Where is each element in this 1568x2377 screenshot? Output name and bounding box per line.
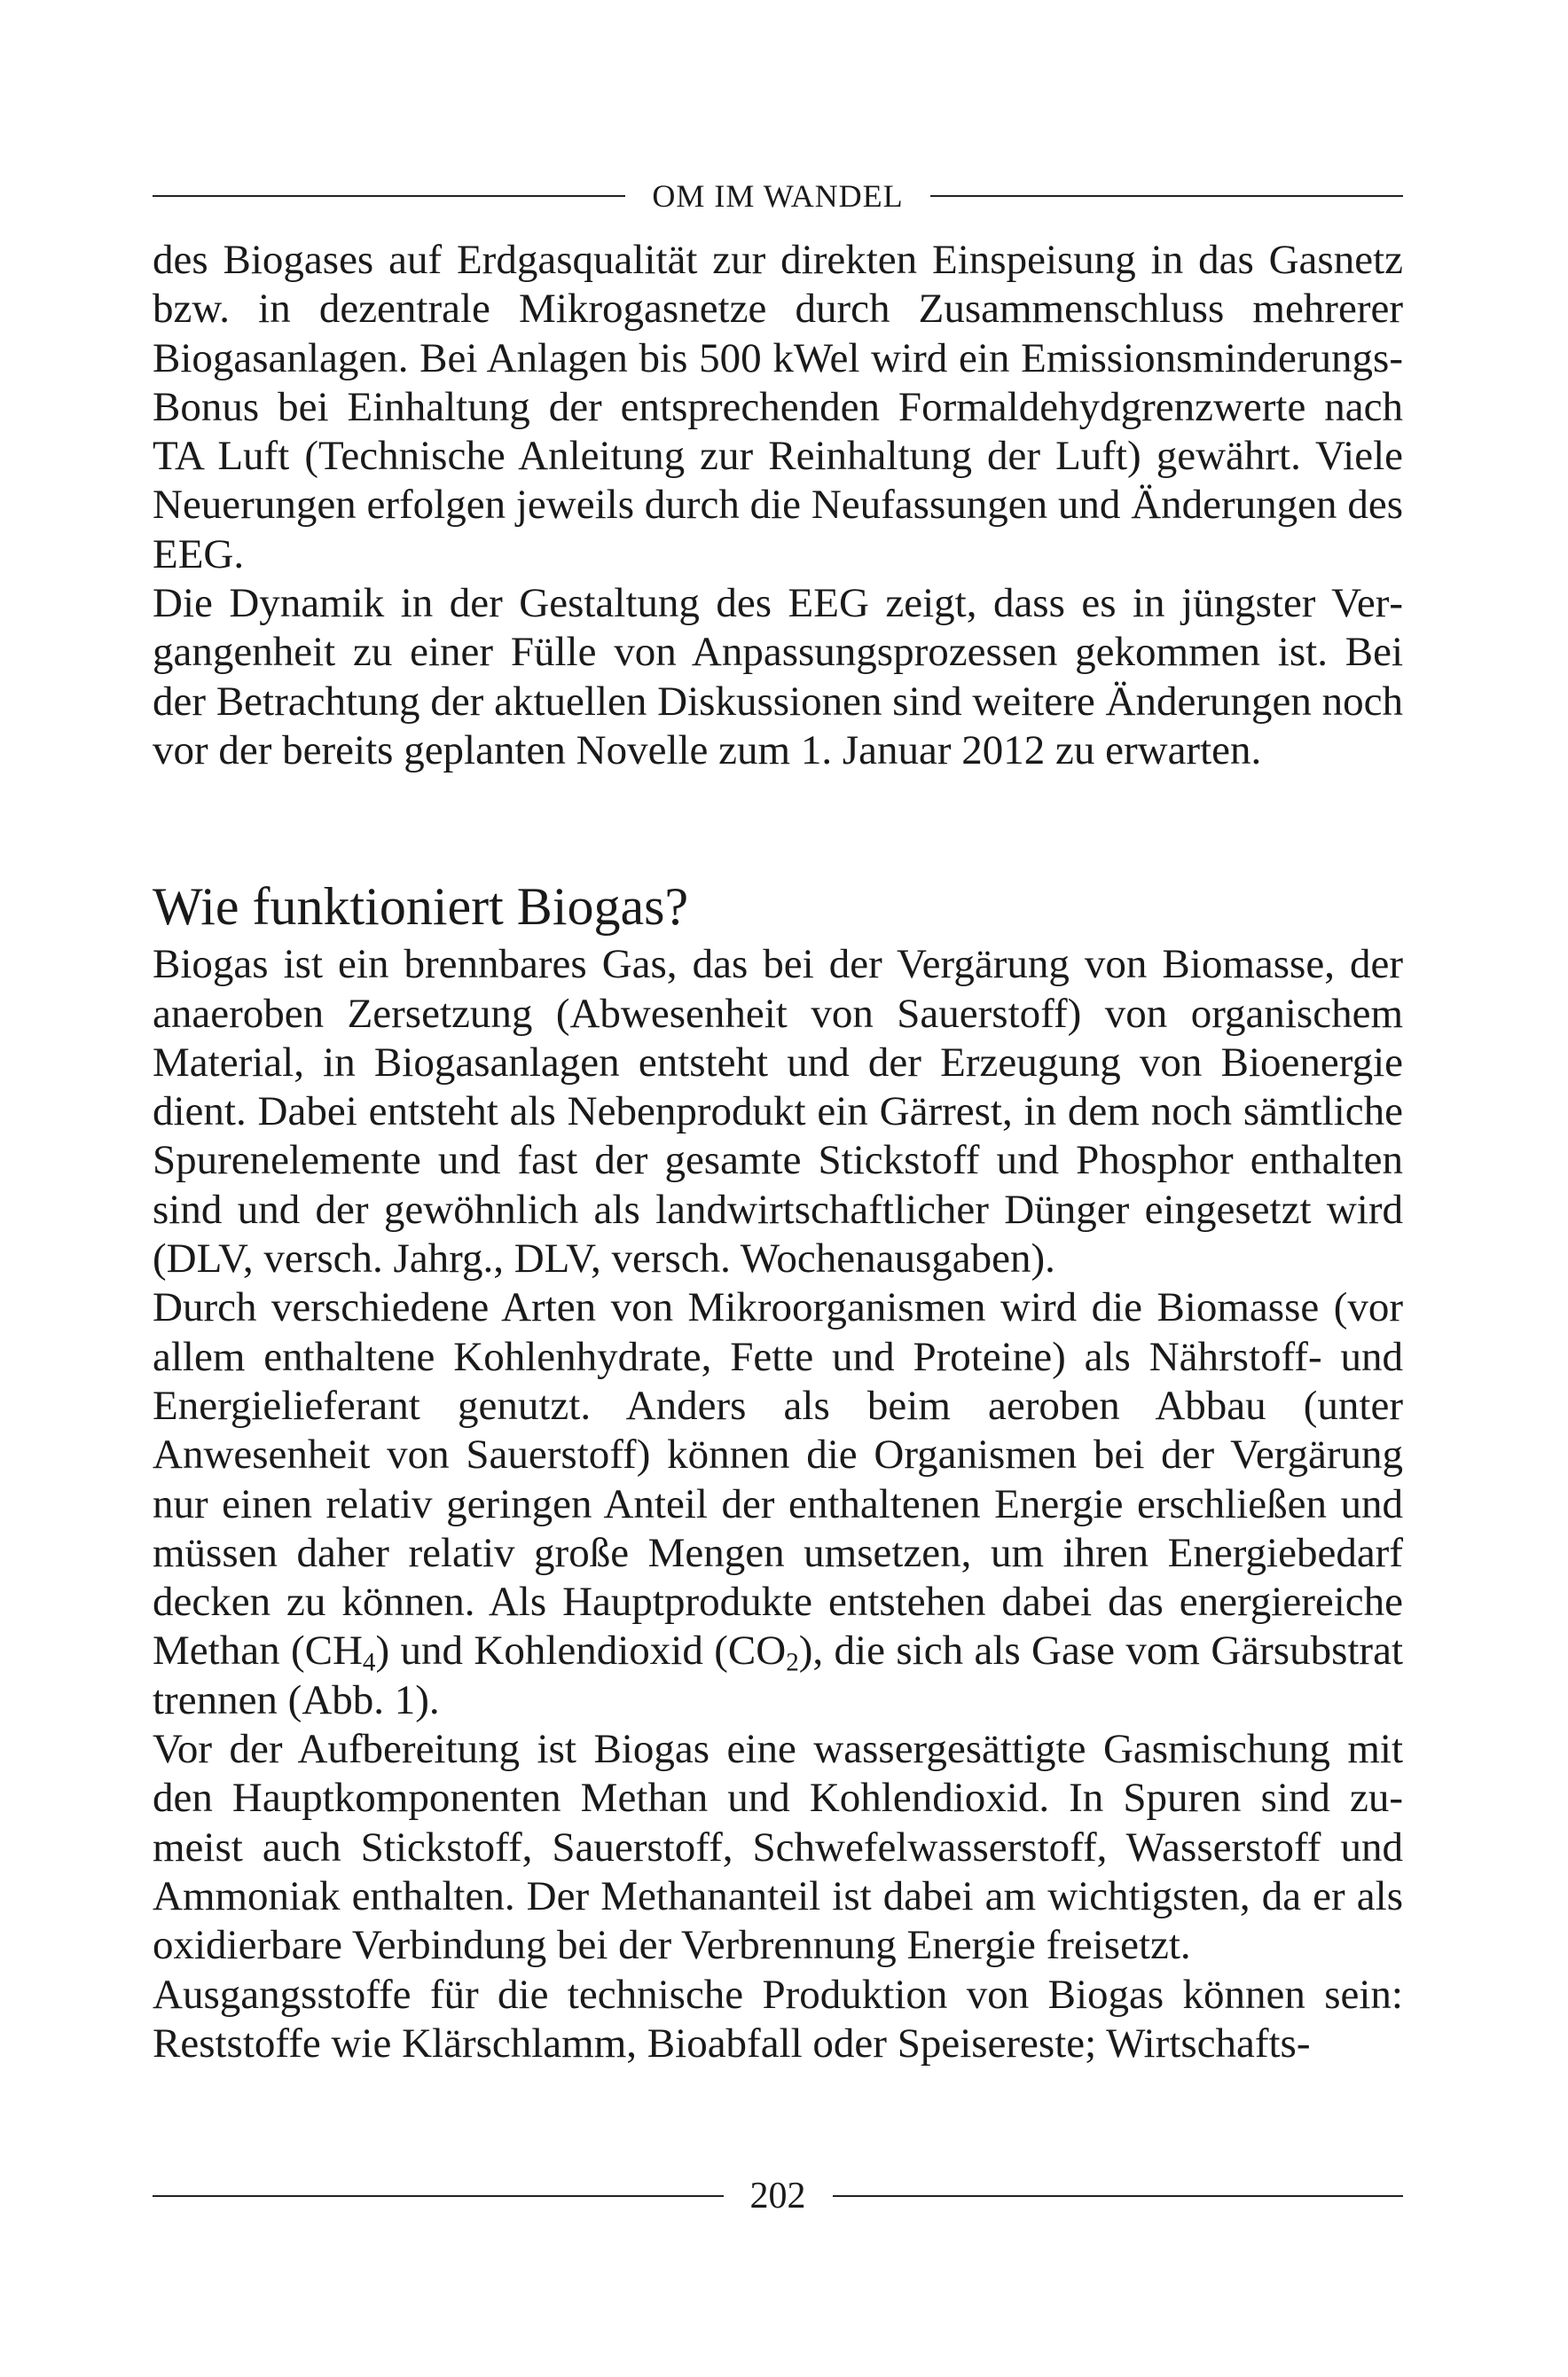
paragraph-3: Biogas ist ein brennbares Gas, das bei der Vergärung von Biomasse, der anaeroben Zersetzung (Abwesenheit von Sauerstoff) von organischem Material, in Biogasanlagen entsteht und der Erzeugung von Bioenergie dient. Dabei entsteht als Nebenprodukt ein Gärrest, in dem noch sämtliche Spurenelemente und fast der gesamte Stickstoff und Phosphor enthalten sind und der gewöhnlich als landwirtschaftlicher Dünger eingesetzt wird (DLV, versch. Jahrg., DLV, versch. Wochenausgaben). [153,941,1403,1283]
footer-rule-left [153,2195,724,2197]
page-footer [153,2171,1403,2221]
paragraph-4-text-b: ) und Kohlendioxid (CO [375,1628,787,1675]
section-heading: Wie funktioniert Biogas? [153,877,689,937]
running-title: OM IM WANDEL [652,178,904,214]
running-header [153,174,1403,218]
paragraph-2: Die Dynamik in der Gestaltung des EEG zeigt, dass es in jüngster Vergangenheit zu einer Fülle von Anpassungsprozessen gekommen ist. Bei der Betrachtung der aktuellen Diskussionen sind weitere Änderungen noch vor der bereits geplanten Novelle zum 1. Januar 2012 zu erwarten. [153,580,1403,773]
footer-rule-right [833,2195,1404,2197]
paragraph-4-text-c: ), die sich als Gase vom Gärsubstrat trennen (Abb. 1). [153,1628,1403,1723]
paragraph-4 [153,1283,1403,1725]
paragraph-1: des Biogases auf Erdgasqualität zur direkten Einspeisung in das Gasnetz bzw. in dezentrale Mikrogasnetze durch Zusammenschluss mehrerer Biogasanlagen. Bei Anlagen bis 500 kWel wird ein Emissionsminderungs-Bonus bei Einhaltung der entsprechenden Formaldehydgrenzwerte nach TA Luft (Technische Anleitung zur Reinhaltung der Luft) gewährt. Viele Neuerungen erfolgen jeweils durch die Neufassungen und Änderungen des EEG. [153,237,1403,577]
page-number: 202 [749,2176,806,2216]
ch4-subscript: 4 [362,1648,376,1677]
page-body [153,236,1403,2068]
header-rule-left [153,195,625,197]
paragraph-5: Vor der Aufbereitung ist Biogas eine wassergesättigte Gasmischung mit den Hauptkomponenten Methan und Kohlendioxid. In Spuren sind zumeist auch Stickstoff, Sauerstoff, Schwefelwasserstoff, Wasserstoff und Ammoniak enthalten. Der Methananteil ist dabei am wichtigsten, da er als oxidierbare Verbindung bei der Verbrennung Energie freisetzt. [153,1726,1403,1969]
header-rule-right [930,195,1403,197]
paragraph-4-text-a: Durch verschiedene Arten von Mikroorganismen wird die Biomasse (vor allem enthaltene Kohlenhydrate, Fette und Proteine) als Nährstoff- und Energielieferant genutzt. Anders als beim aeroben Abbau (unter Anwesenheit von Sauerstoff) können die Organismen bei der Vergärung nur einen relativ geringen Anteil der enthaltenen Energie erschließen und müssen daher relativ große Mengen umsetzen, um ihren Energiebedarf decken zu können. Als Hauptprodukte entstehen dabei das energiereiche Methan (CH [153,1284,1403,1675]
paragraph-6: Ausgangsstoffe für die technische Produktion von Biogas können sein: Reststoffe wie Klärschlamm, Bioabfall oder Speisereste; Wirtschafts- [153,1971,1403,2067]
co2-subscript: 2 [786,1648,799,1677]
